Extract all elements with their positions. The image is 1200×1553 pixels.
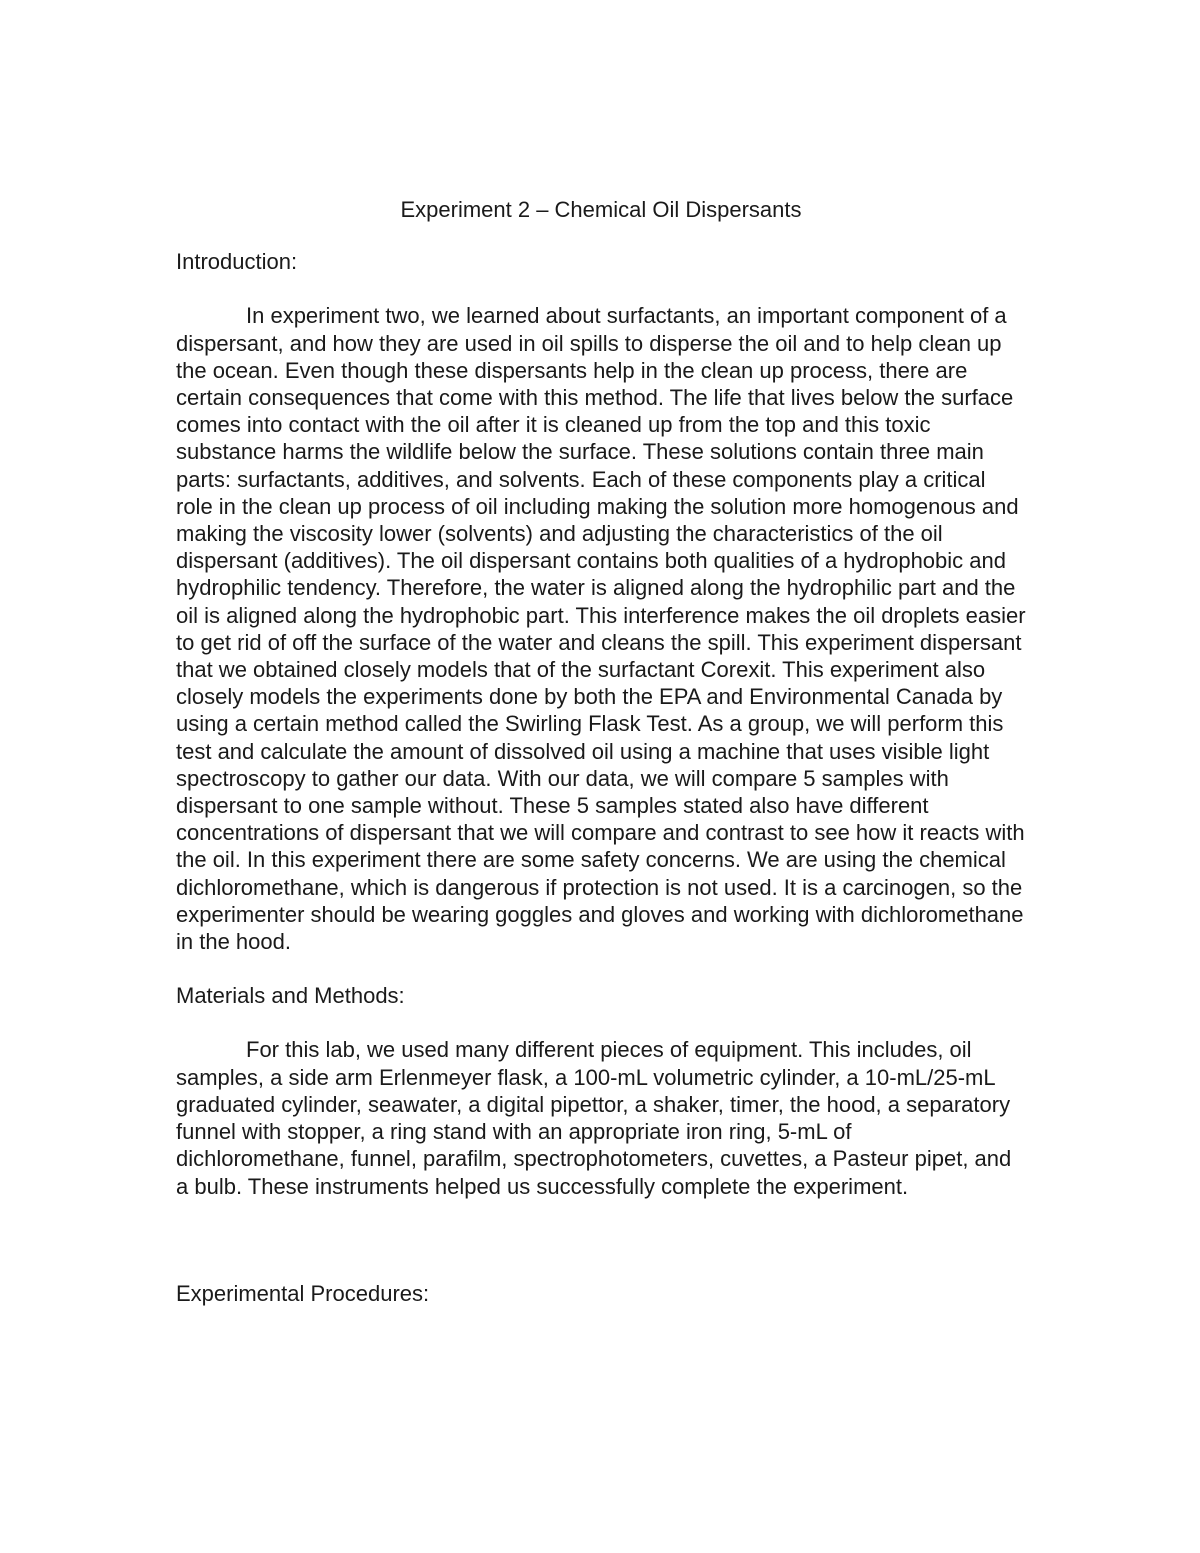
- spacer: [176, 955, 1026, 982]
- spacer: [176, 1009, 1026, 1036]
- spacer: [176, 275, 1026, 302]
- section-body-materials-methods: For this lab, we used many different pieces of equipment. This includes, oil samples, a side arm Erlenmeyer flask, a 100-mL volumetric cylinder, a 10-mL/25-mL graduated cylinder, seawater, a digital pipettor, a shaker, timer, the hood, a separatory funnel with stopper, a ring stand with an appropriate iron ring, 5-mL of dichloromethane, funnel, parafilm, spectrophotometers, cuvettes, a Pasteur pipet, and a bulb. These instruments helped us successfully complete the experiment.: [176, 1037, 1012, 1199]
- section-heading-experimental-procedures: Experimental Procedures:: [176, 1280, 430, 1306]
- spacer: [176, 223, 1026, 248]
- document-page: [176, 196, 1026, 1307]
- document-title: Experiment 2 – Chemical Oil Dispersants: [400, 197, 802, 222]
- spacer: [176, 1200, 1026, 1280]
- section-body-introduction: In experiment two, we learned about surfactants, an important component of a dispersant, and how they are used in oil spills to disperse the oil and to help clean up the ocean. Even though these dispersants help in the clean up process, there are certain consequences that come with this method. The life that lives below the surface comes into contact with the oil after it is cleaned up from the top and this toxic substance harms the wildlife below the surface. These solutions contain three main parts: surfactants, additives, and solvents. Each of these components play a critical role in the clean up process of oil including making the solution more homogenous and making the viscosity lower (solvents) and adjusting the characteristics of the oil dispersant (additives). The oil dispersant contains both qualities of a hydrophobic and hydrophilic tendency. Therefore, the water is aligned along the hydrophilic part and the oil is aligned along the hydrophobic part. This interference makes the oil droplets easier to get rid of off the surface of the water and cleans the spill. This experiment dispersant that we obtained closely models that of the surfactant Corexit. This experiment also closely models the experiments done by both the EPA and Environmental Canada by using a certain method called the Swirling Flask Test. As a group, we will perform this test and calculate the amount of dissolved oil using a machine that uses visible light spectroscopy to gather our data. With our data, we will compare 5 samples with dispersant to one sample without. These 5 samples stated also have different concentrations of dispersant that we will compare and contrast to see how it reacts with the oil. In this experiment there are some safety concerns. We are using the chemical dichloromethane, which is dangerous if protection is not used. It is a carcinogen, so the experimenter should be wearing goggles and gloves and working with dichloromethane in the hood.: [176, 303, 1026, 955]
- section-heading-introduction: Introduction:: [176, 249, 298, 275]
- section-heading-materials-methods: Materials and Methods:: [176, 983, 405, 1009]
